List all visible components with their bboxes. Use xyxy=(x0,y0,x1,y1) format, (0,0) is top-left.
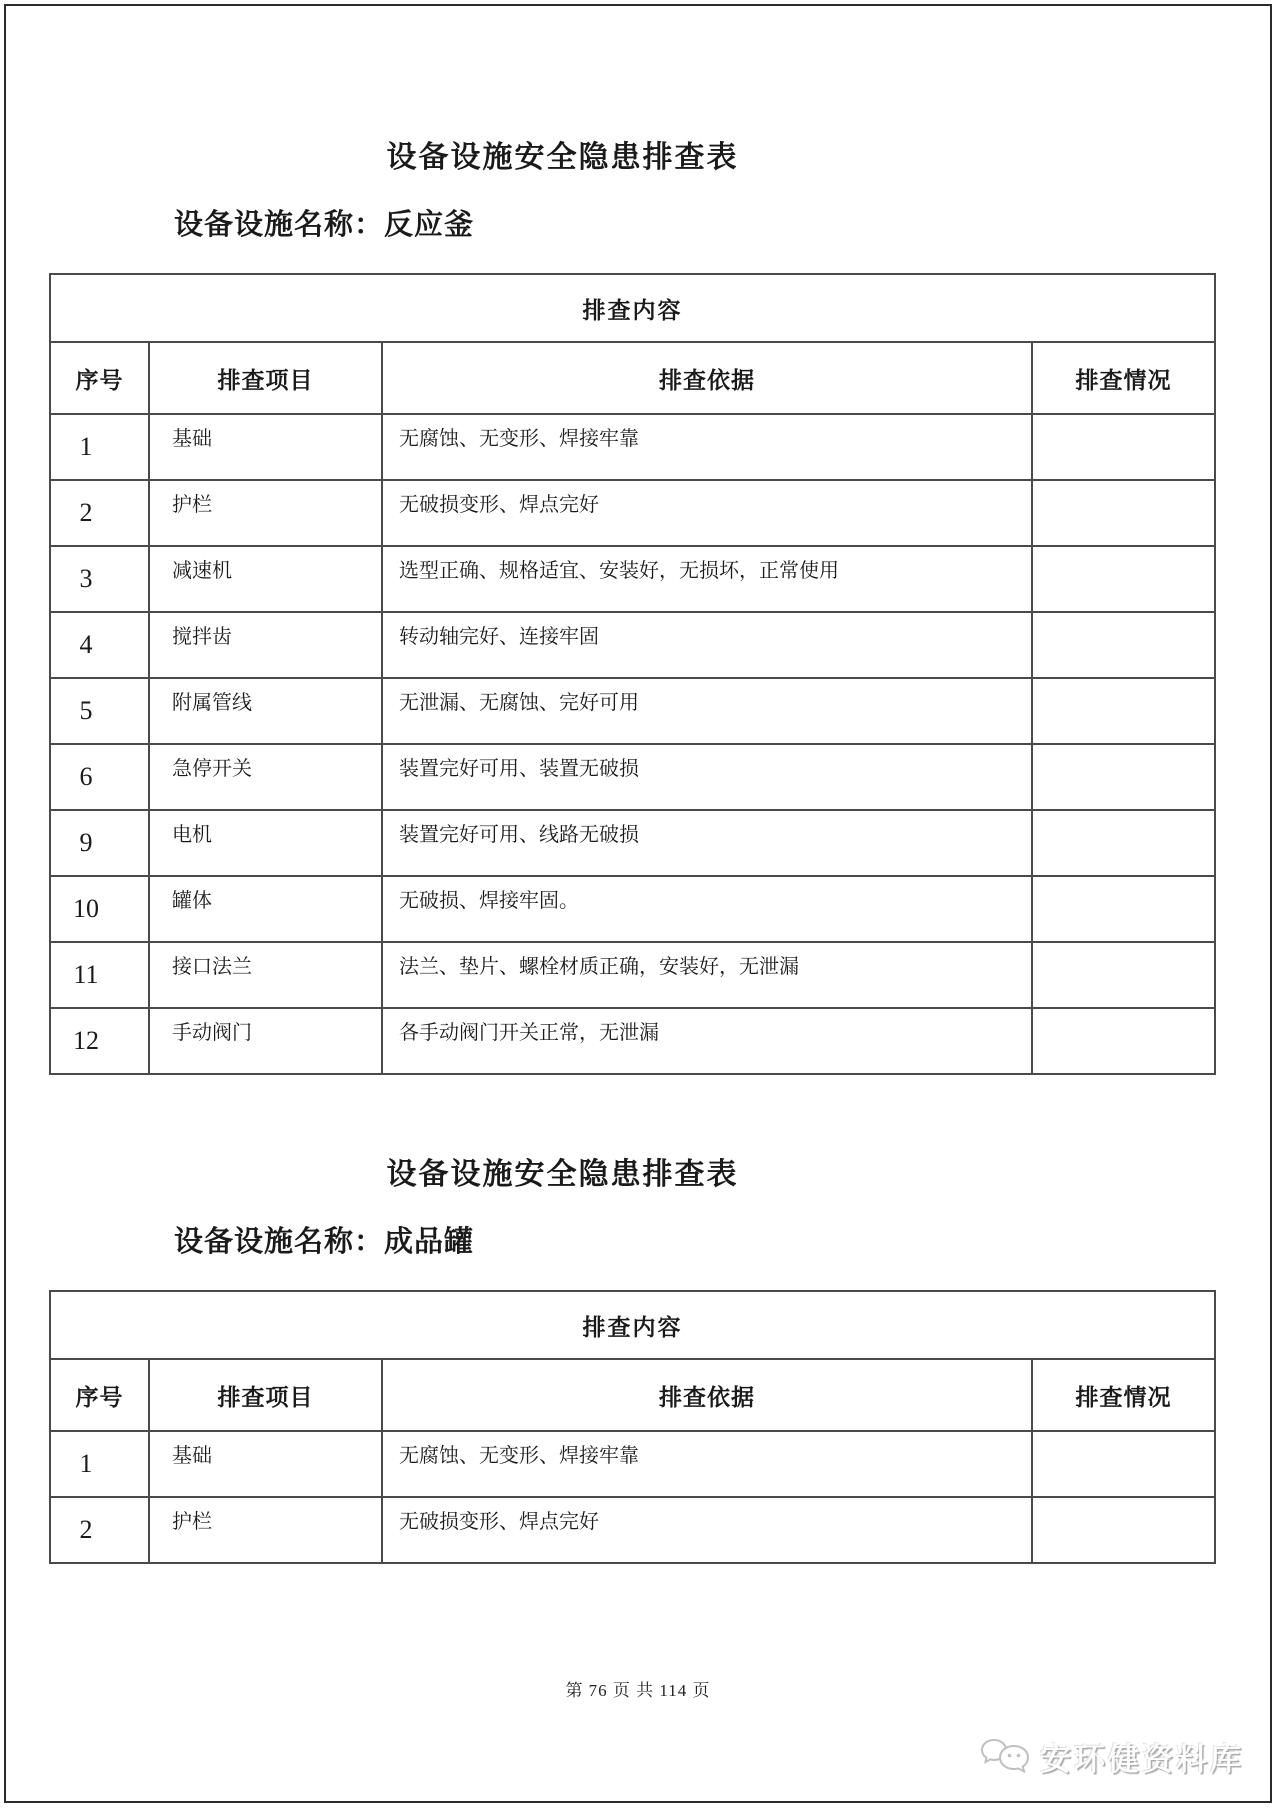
column-header-row xyxy=(50,1359,1215,1431)
equipment-name-value: 反应釜 xyxy=(384,209,475,241)
merged-header-row xyxy=(50,274,1215,342)
cell-status xyxy=(1032,1431,1215,1497)
inspection-table xyxy=(49,1290,1216,1564)
inspection-table xyxy=(49,273,1216,1075)
column-header-basis: 排查依据 xyxy=(382,342,1032,414)
cell-no: 10 xyxy=(50,876,149,942)
section-title: 设备设施安全隐患排查表 xyxy=(386,1158,739,1191)
cell-item: 急停开关 xyxy=(149,744,382,810)
cell-no: 6 xyxy=(50,744,149,810)
equipment-name-value: 成品罐 xyxy=(384,1226,475,1258)
cell-no: 1 xyxy=(50,414,149,480)
cell-status xyxy=(1032,612,1215,678)
section-title: 设备设施安全隐患排查表 xyxy=(386,141,739,174)
table-row xyxy=(50,744,1215,810)
column-header-no: 序号 xyxy=(50,1359,149,1431)
cell-no: 3 xyxy=(50,546,149,612)
cell-basis: 各手动阀门开关正常，无泄漏 xyxy=(382,1008,1032,1074)
equipment-name-line xyxy=(174,1219,1216,1260)
cell-basis: 法兰、垫片、螺栓材质正确，安装好，无泄漏 xyxy=(382,942,1032,1008)
merged-header-row xyxy=(50,1291,1215,1359)
cell-status xyxy=(1032,1497,1215,1563)
cell-status xyxy=(1032,744,1215,810)
cell-basis: 转动轴完好、连接牢固 xyxy=(382,612,1032,678)
cell-no: 11 xyxy=(50,942,149,1008)
equipment-name-label: 设备设施名称： xyxy=(174,209,385,241)
cell-status xyxy=(1032,546,1215,612)
cell-basis: 装置完好可用、线路无破损 xyxy=(382,810,1032,876)
cell-item: 接口法兰 xyxy=(149,942,382,1008)
table-row xyxy=(50,1008,1215,1074)
equipment-name-line xyxy=(174,202,1216,243)
cell-no: 9 xyxy=(50,810,149,876)
table-row xyxy=(50,546,1215,612)
cell-item: 搅拌齿 xyxy=(149,612,382,678)
cell-no: 12 xyxy=(50,1008,149,1074)
cell-no: 1 xyxy=(50,1431,149,1497)
column-header-item: 排查项目 xyxy=(149,1359,382,1431)
cell-basis: 无泄漏、无腐蚀、完好可用 xyxy=(382,678,1032,744)
merged-header-cell: 排查内容 xyxy=(50,1291,1215,1359)
table-row xyxy=(50,480,1215,546)
cell-status xyxy=(1032,810,1215,876)
table-row xyxy=(50,942,1215,1008)
cell-basis: 无腐蚀、无变形、焊接牢靠 xyxy=(382,414,1032,480)
cell-status xyxy=(1032,1008,1215,1074)
table-row xyxy=(50,1431,1215,1497)
table-row xyxy=(50,414,1215,480)
cell-basis: 装置完好可用、装置无破损 xyxy=(382,744,1032,810)
cell-item: 基础 xyxy=(149,414,382,480)
cell-item: 减速机 xyxy=(149,546,382,612)
cell-basis: 无破损、焊接牢固。 xyxy=(382,876,1032,942)
cell-status xyxy=(1032,480,1215,546)
table-row xyxy=(50,678,1215,744)
cell-status xyxy=(1032,678,1215,744)
watermark-text: 安环健资料库 xyxy=(1040,1742,1244,1777)
cell-basis: 无破损变形、焊点完好 xyxy=(382,480,1032,546)
cell-no: 5 xyxy=(50,678,149,744)
cell-basis: 无破损变形、焊点完好 xyxy=(382,1497,1032,1563)
cell-item: 电机 xyxy=(149,810,382,876)
column-header-no: 序号 xyxy=(50,342,149,414)
cell-item: 手动阀门 xyxy=(149,1008,382,1074)
column-header-row xyxy=(50,342,1215,414)
equipment-name-label: 设备设施名称： xyxy=(174,1226,385,1258)
cell-basis: 选型正确、规格适宜、安装好，无损坏，正常使用 xyxy=(382,546,1032,612)
table-row xyxy=(50,876,1215,942)
merged-header-cell: 排查内容 xyxy=(50,274,1215,342)
cell-item: 附属管线 xyxy=(149,678,382,744)
cell-status xyxy=(1032,876,1215,942)
column-header-status: 排查情况 xyxy=(1032,1359,1215,1431)
table-row xyxy=(50,1497,1215,1563)
document-page xyxy=(4,4,1272,1803)
cell-status xyxy=(1032,942,1215,1008)
cell-item: 罐体 xyxy=(149,876,382,942)
page-number-footer: 第 76 页 共 114 页 xyxy=(565,1681,711,1700)
cell-no: 2 xyxy=(50,1497,149,1563)
cell-basis: 无腐蚀、无变形、焊接牢靠 xyxy=(382,1431,1032,1497)
cell-no: 4 xyxy=(50,612,149,678)
watermark-logo xyxy=(980,1734,1244,1779)
cell-item: 基础 xyxy=(149,1431,382,1497)
chat-bubbles-icon xyxy=(980,1736,1032,1778)
column-header-item: 排查项目 xyxy=(149,342,382,414)
table-row xyxy=(50,612,1215,678)
table-row xyxy=(50,810,1215,876)
column-header-basis: 排查依据 xyxy=(382,1359,1032,1431)
column-header-status: 排查情况 xyxy=(1032,342,1215,414)
document-content xyxy=(49,6,1216,1564)
cell-status xyxy=(1032,414,1215,480)
cell-no: 2 xyxy=(50,480,149,546)
cell-item: 护栏 xyxy=(149,480,382,546)
cell-item: 护栏 xyxy=(149,1497,382,1563)
